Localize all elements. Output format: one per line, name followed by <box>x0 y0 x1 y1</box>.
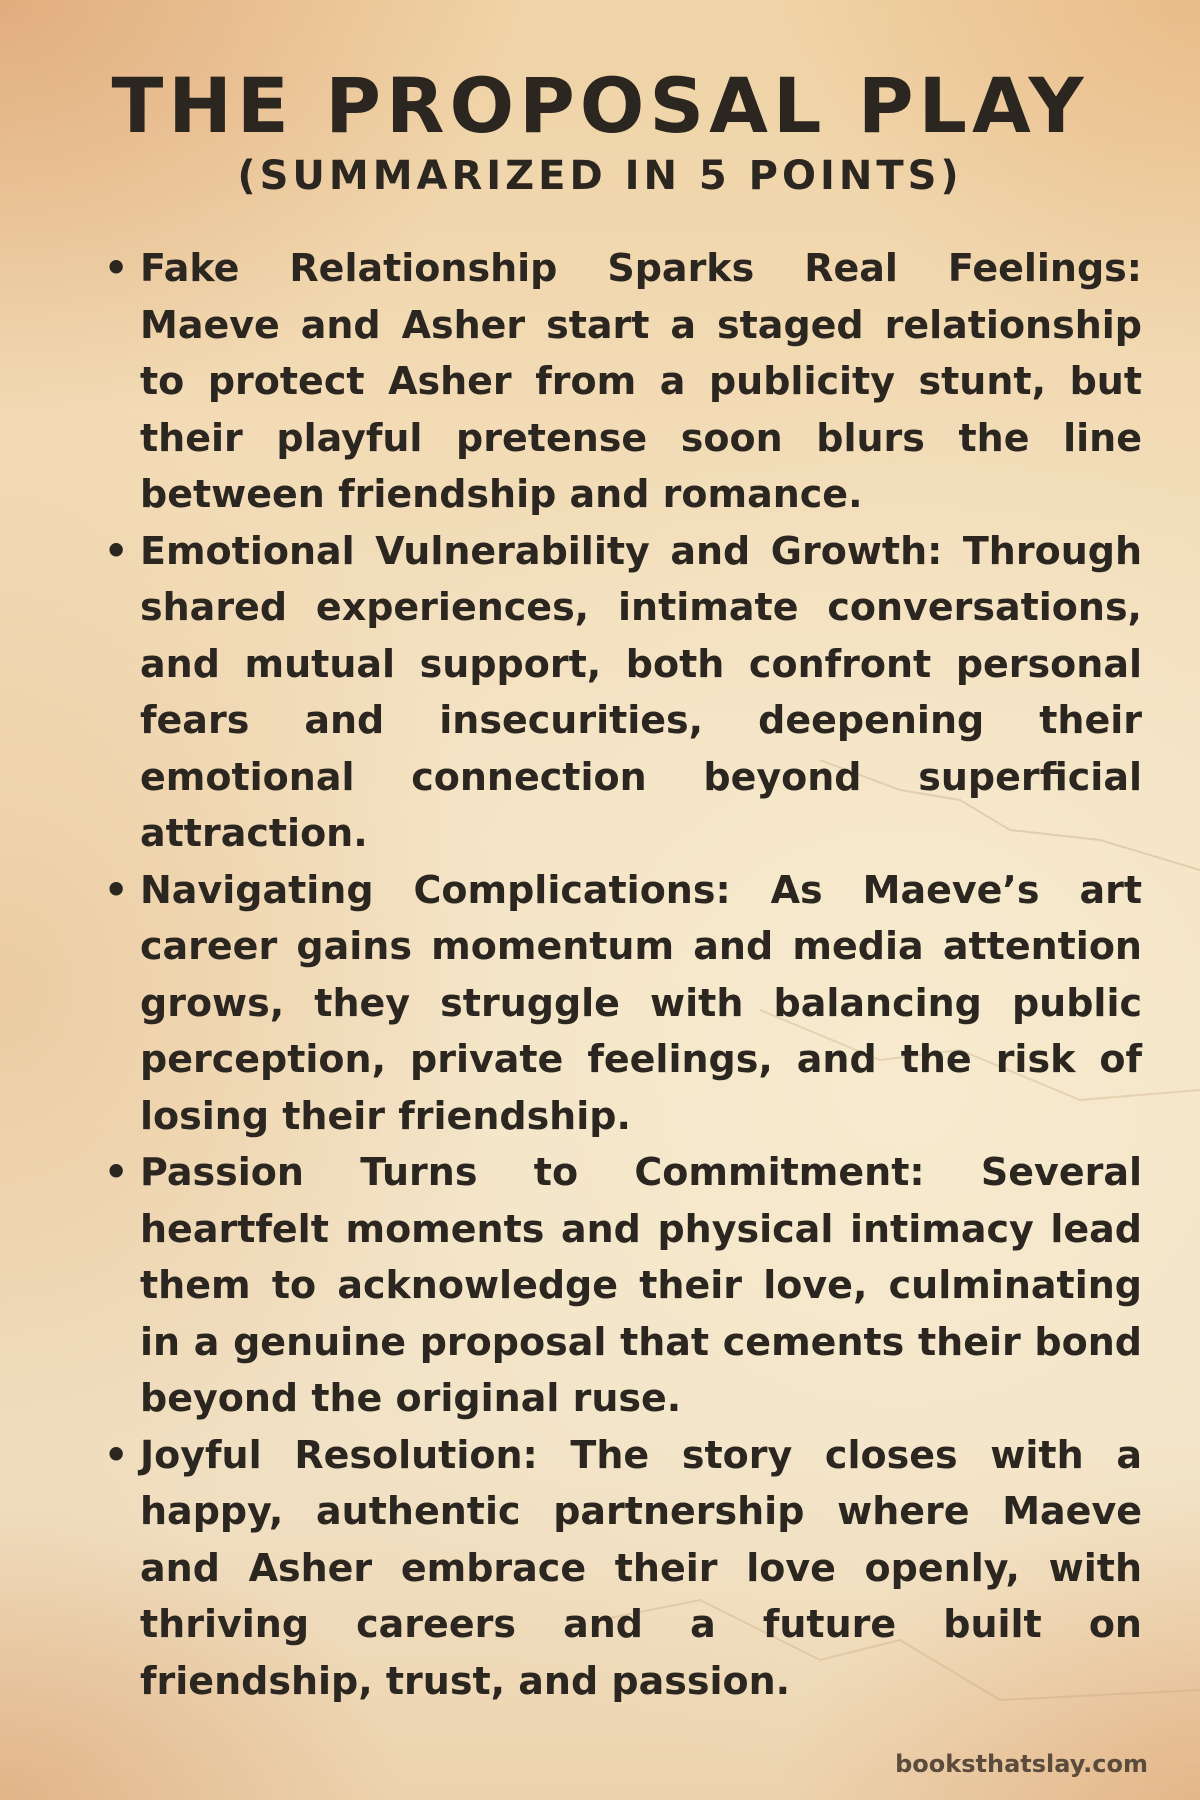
summary-point-text: Navigating Complications: As Maeve’s art career gains momentum and media attention grows, they struggle with balancing public perception, private feelings, and the risk of losing their friendship. <box>140 867 1142 1138</box>
summary-point <box>98 523 1142 862</box>
summary-points-list <box>98 240 1142 1709</box>
bullet-icon: • <box>104 867 129 912</box>
summary-point-text: Joyful Resolution: The story closes with a happy, authentic partnership where Maeve and Asher embrace their love openly, with thriving careers and a future built on friendship, trust, and passion. <box>140 1432 1142 1703</box>
page-subtitle: (SUMMARIZED IN 5 POINTS) <box>237 153 963 199</box>
header <box>0 62 1200 202</box>
summary-point-text: Fake Relationship Sparks Real Feelings: Maeve and Asher start a staged relationship to protect Asher from a publicity stunt, but their playful pretense soon blurs the line between friendship and romance. <box>140 246 1142 516</box>
summary-point <box>98 1427 1142 1710</box>
summary-point <box>98 240 1142 523</box>
page-title: THE PROPOSAL PLAY <box>111 61 1089 150</box>
bullet-icon: • <box>104 1150 129 1194</box>
summary-point-text: Emotional Vulnerability and Growth: Through shared experiences, intimate conversations, and mutual support, both confront personal fears and insecurities, deepening their emotional connection beyond superficial attraction. <box>140 528 1142 855</box>
bullet-icon: • <box>104 246 129 290</box>
bullet-icon: • <box>104 1432 129 1477</box>
summary-point <box>98 862 1142 1145</box>
bullet-icon: • <box>104 528 129 573</box>
footer-site-url: booksthatslay.com <box>895 1750 1148 1778</box>
summary-point-text: Passion Turns to Commitment: Several heartfelt moments and physical intimacy lead them to acknowledge their love, culminating in a genuine proposal that cements their bond beyond the original ruse. <box>140 1150 1142 1420</box>
summary-point <box>98 1144 1142 1427</box>
